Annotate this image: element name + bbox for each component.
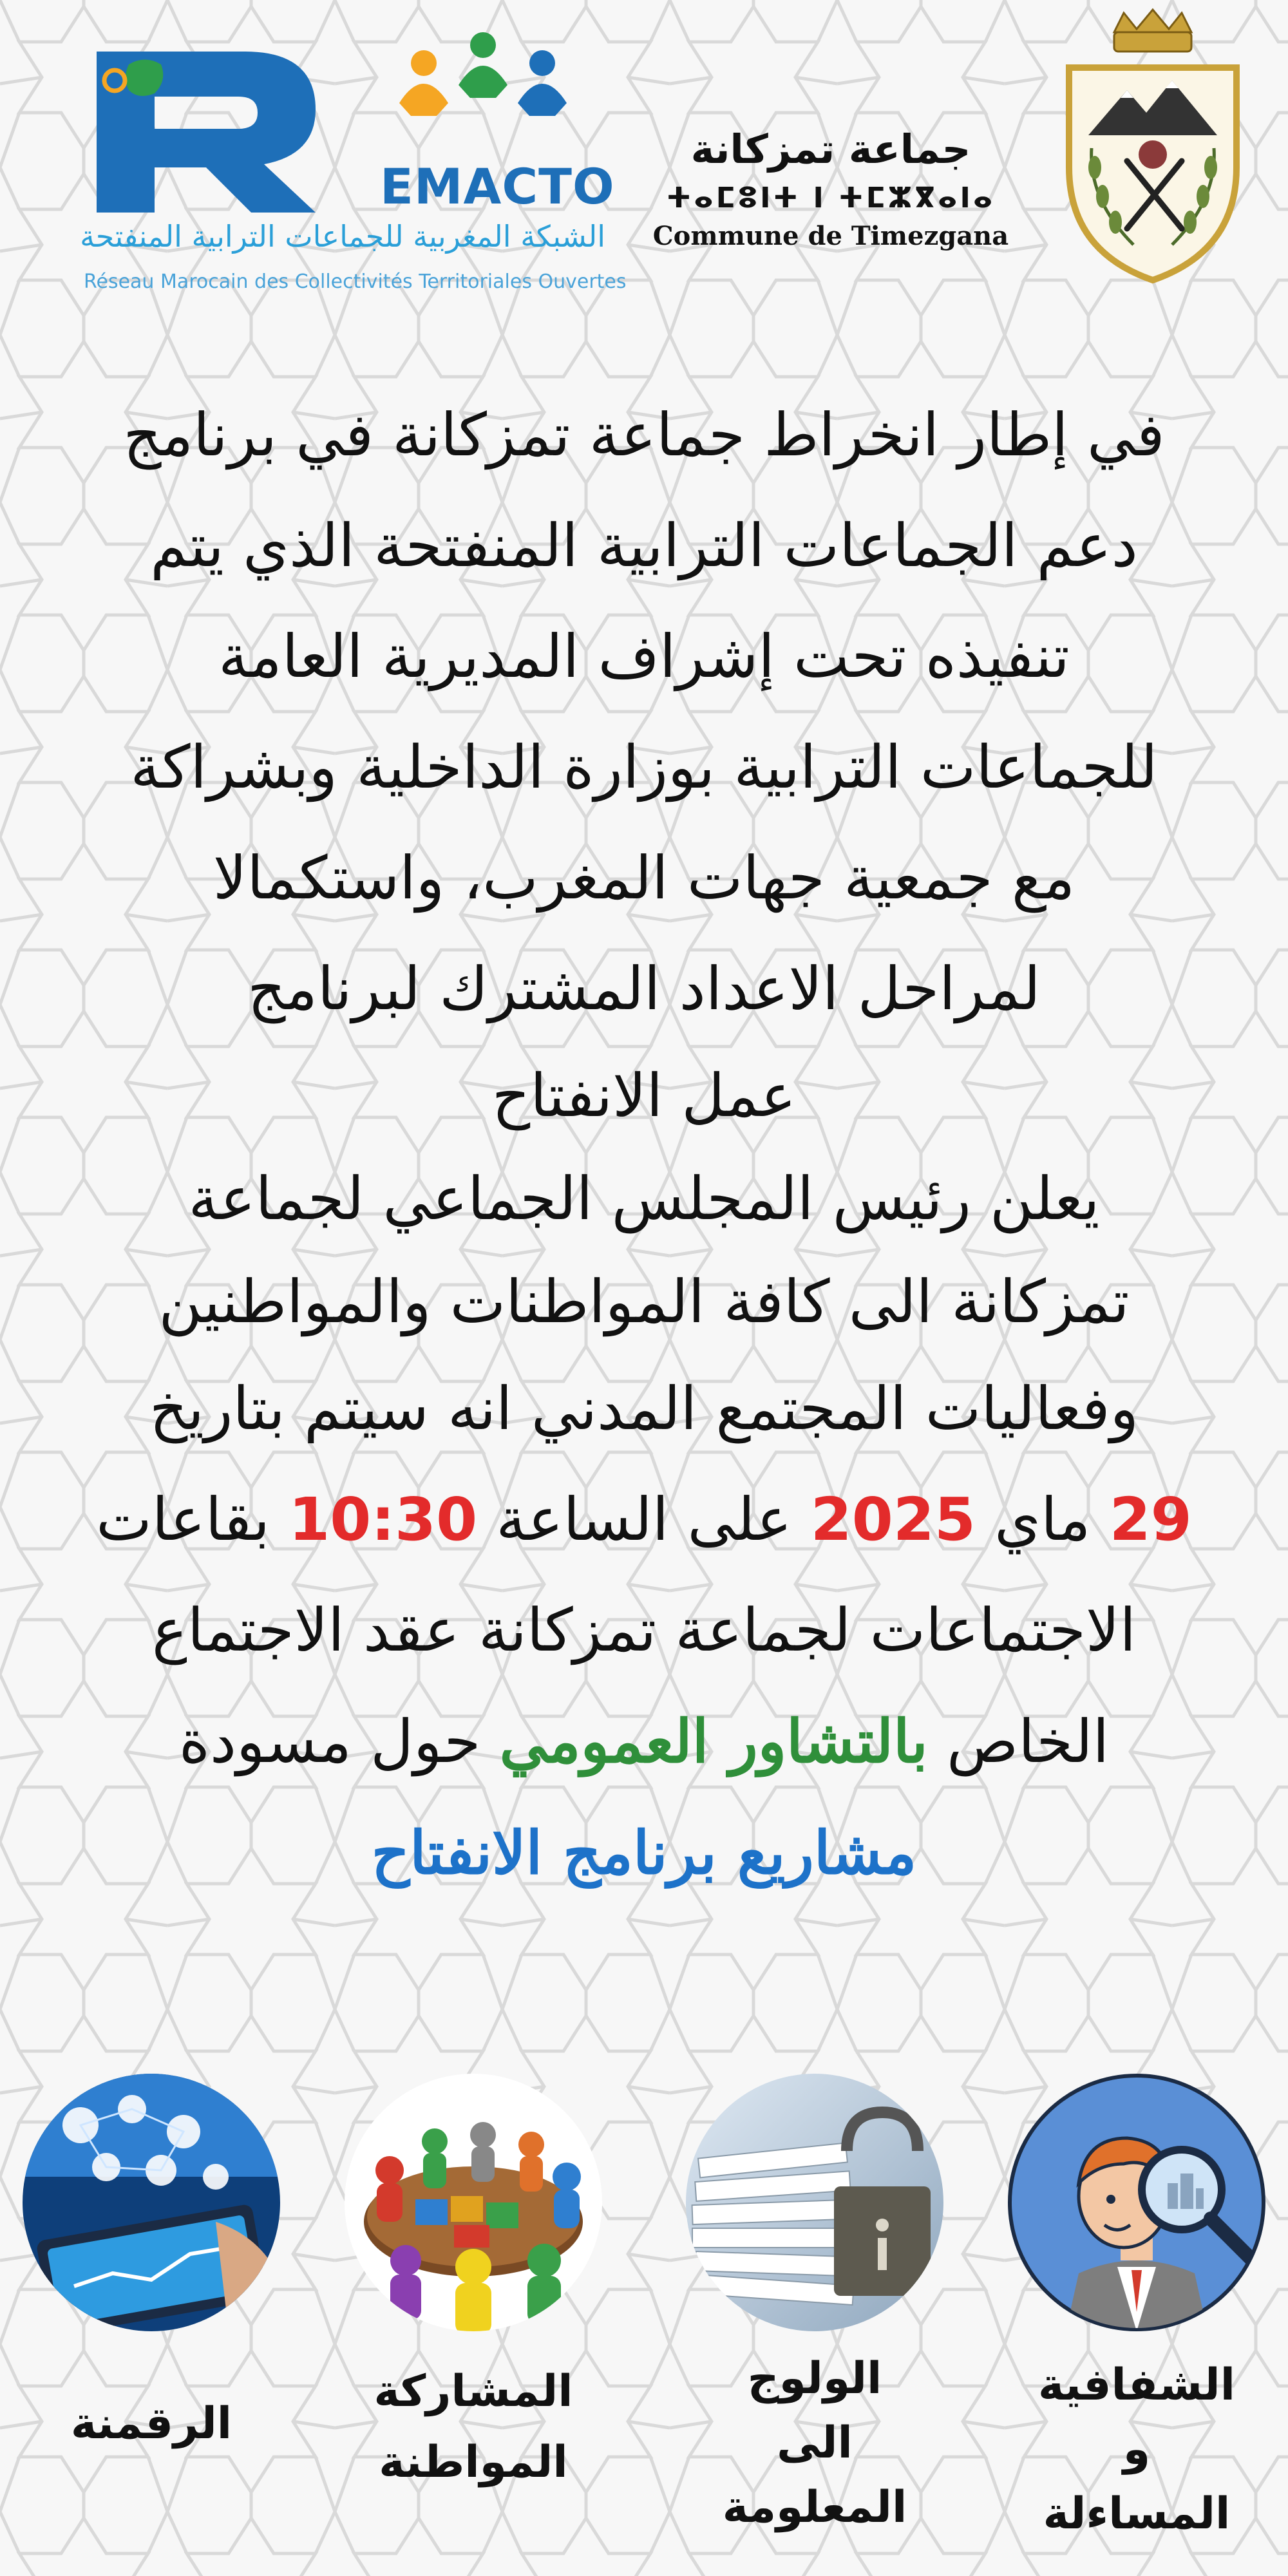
pillar-access-label-2: الى [777,2418,853,2468]
remacto-logo [80,26,627,296]
digital-tablet-icon [23,2074,280,2331]
remacto-brand-text: EMACTO [380,158,615,215]
announcement-line-13 [26,1686,1262,1797]
commune-arabic-name: جماعة تمزكانة [690,126,971,173]
commune-french-name: Commune de Timezgana [652,221,1009,251]
pillar-digitalisation [0,2074,303,2576]
meeting-day: 29 [1109,1485,1192,1554]
program-title: مشاريع برنامج الانفتاح [371,1818,917,1888]
header [0,0,1288,309]
announcement-line-5: مع جمعية جهات المغرب، واستكمالا [213,844,1075,913]
pillar-access-label-1: الولوج [747,2353,882,2404]
meeting-year: 2025 [810,1485,976,1554]
pillar-transparency-label-3: المساءلة [1043,2488,1231,2539]
announcement-line-2: دعم الجماعات الترابية المنفتحة الذي يتم [150,511,1138,580]
announcement-line-3: تنفيذه تحت إشراف المديرية العامة [218,622,1070,691]
meeting-in-halls: بقاعات [96,1485,270,1554]
announcement-line-12: الاجتماعات لجماعة تمزكانة عقد الاجتماع [151,1596,1137,1665]
pillar-access-information [663,2074,966,2576]
remacto-french-name: Réseau Marocain des Collectivités Territoriales Ouvertes [84,270,627,293]
meeting-month: ماي [994,1485,1091,1554]
pillar-participation-label-2: المواطنة [379,2437,568,2488]
announcement-line-4: للجماعات الترابية بوزارة الداخلية وبشراكة [130,733,1158,802]
remacto-arabic-name: الشبكة المغربية للجماعات الترابية المنفتحة [80,219,605,254]
announcement-text [26,380,1262,1908]
line-13-start: الخاص [946,1707,1110,1776]
commune-emblem-icon [1043,6,1262,290]
pillar-transparency-label-1: الشفافية [1037,2360,1236,2410]
announcement-line-8: يعلن رئيس المجلس الجماعي لجماعة [188,1164,1100,1233]
announcement-line-7: عمل الانفتاح [491,1061,797,1130]
public-consultation-highlight: بالتشاور العمومي [499,1707,928,1776]
documents-lock-icon [686,2074,943,2331]
magnifier-person-icon [1008,2074,1265,2331]
pillar-transparency [985,2074,1288,2576]
pillar-participation-label-1: المشاركة [374,2366,573,2417]
announcement-line-6: لمراحل الاعداد المشترك لبرنامج [247,954,1041,1023]
announcement-line-10: وفعاليات المجتمع المدني انه سيتم بتاريخ [149,1374,1139,1443]
pillar-digitalisation-label: الرقمنة [70,2398,232,2449]
meeting-time: 10:30 [289,1485,478,1554]
commune-tifinagh-name: ⵜⴰⵎⵓⵏⵜ ⵏ ⵜⵎⵣⴳⴰⵏⴰ [666,182,996,214]
pillar-citizen-participation [322,2074,625,2576]
meeting-at-hour: على الساعة [496,1485,792,1554]
pillars-row [0,2074,1288,2576]
line-13-end: حول مسودة [178,1707,481,1776]
meeting-table-icon [345,2074,602,2331]
announcement-date-line [26,1464,1262,1575]
pillar-access-label-3: المعلومة [722,2482,907,2533]
commune-title [650,126,1011,251]
announcement-line-9: تمزكانة الى كافة المواطنات والمواطنين [158,1267,1130,1336]
announcement-line-1: في إطار انخراط جماعة تمزكانة في برنامج [123,401,1165,469]
pillar-transparency-label-2: و [1122,2424,1151,2475]
